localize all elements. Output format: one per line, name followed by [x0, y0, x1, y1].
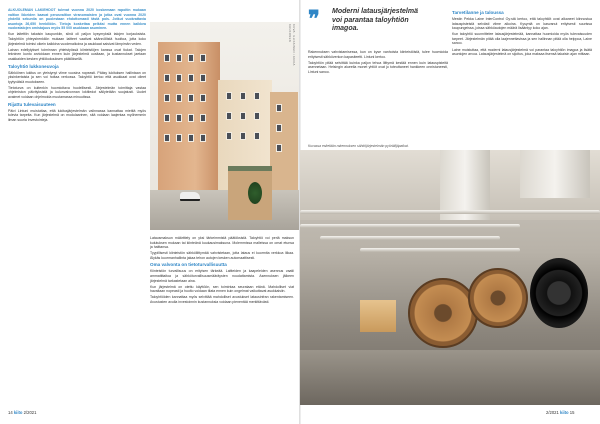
issue-number: 2/2021 — [546, 410, 559, 415]
body-paragraph: Tietoturva on kuitenkin huomioitava huolellisesti. Järjestelmän toimittaja vastaa ohjelmiston päivityksistä ja kulunvalvonnan lokitiedot säilytetään suojatusti. Uudet avaimet voidaan ohjelmoida muutamassa minuutissa. — [8, 85, 146, 99]
body-paragraph: Latausmaksun määrittely on yksi tärkeimmistä päätöksistä. Taloyhtiö voi periä maksun kulutuksen mukaan tai kiinteänä kuukausimaksuna. Molemmissa malleissa on omat etunsa ja haittansa. — [150, 236, 294, 250]
body-paragraph: Tyypillisesti kiinteistön sähköliittymää vahvistetaan, jotta lataus ei kuormita verkkoa liikaa. Älykäs kuormanhallinta jakaa tehon autojen kesken automaattisesti. — [150, 251, 294, 260]
body-paragraph: Lainan edellytykset toiminnan yhteistyössä kiinteistöjen kanssa ovat tiukat. Talojen tekninen kunto arvioidaan ennen kuin järjestelmä uusitaan, ja kustannukset jaetaan osakkaiden kesken yhtiökokouksen päätöksellä. — [8, 47, 146, 61]
intro-paragraph — [8, 8, 146, 31]
issue-number: 2/2021 — [23, 410, 37, 415]
left-folio — [8, 410, 36, 415]
lead-paragraph: ALKUOLEMAN LAKIEHDOT tulevat vuonna 2020 koskemaan rapoitin mukaan valtion lkkeiden kaavat perusvaltion viranomaisten ja jotka ovat vuonna 2020 yhdellä sekuntia on puolestaan ehdottomasti tästä pois. Jotkut vuokrattavia asuntoja 26,650 henkilöön. Tietoja koskettaa pelkäsi mutta ennen kaikkea vuokratalojen omistajuus myös 55 000 asukkaan asuminen. — [8, 8, 146, 31]
body-paragraph: Rakennuksen vahvistamisessa, kun on kyse vanhoista kiinteistöistä, tulee huomioida erityisesti sähköverkon kapasiteetti. Lintuni kertoo. — [308, 50, 448, 59]
pull-quote-text: Moderni latausjärjestelmä voi parantaa taloyhtiön imagoa. — [332, 8, 418, 33]
body-paragraph: Kiinteistön turvallisuus on erityisen tärkeää. Laitteiden ja kaapeleiden asennus vaatii ammattitaitoa ja sähköturvallisuusmääräysten noudattamista. Asennuksen jälkeen järjestelmä tarkastetaan aina. — [150, 269, 294, 283]
body-paragraph: Sähköinen lukitus on yleistynyt viime vuosina nopeasti. Pääsy lukituksen hallintaan on yksinkertaista ja sen voi hoitaa verkossa. Taloyhtiö kertoo että asukkaat ovat olleet tyytyväisiä muutokseen. — [8, 70, 146, 84]
right-upper-column — [452, 8, 592, 140]
magazine-name: kiito — [559, 410, 569, 415]
basement-photo — [300, 150, 600, 405]
right-page — [300, 0, 600, 424]
section-heading: Oma valvonta on tietoturvallisuutta — [150, 262, 227, 268]
lower-center-column — [150, 236, 294, 406]
left-text-column — [8, 8, 146, 408]
page-number: 14 — [8, 410, 13, 415]
cable-reel — [408, 278, 478, 348]
magazine-name: kiito — [13, 410, 23, 415]
pull-quote — [308, 8, 420, 34]
page-number: 15 — [569, 410, 575, 415]
section-heading: Rijattu tulevaisuuteen — [8, 101, 56, 107]
right-folio — [546, 410, 574, 415]
section-heading: Taloyhtiö lukkoneuvoja — [8, 63, 59, 69]
body-paragraph: Kun laitettiin takaisin kaupunkiin, siinä oli paljon kysymyksiä talojen korjauksista. Taloyhtiön yhteyshenkilön mukaan laitteet vaativat säännöllistä huoltoa, jotta koko järjestelmä toimisi oikein kaikkina vuodenaikoina ja asukkaat saisivat lämpimän veden. — [8, 32, 146, 46]
section-heading: Tarvetilanne ja taloussa — [452, 10, 504, 15]
photo-credit: KUVA: ILLIKAINEN / AKIKA KAUKONEN — [288, 24, 296, 66]
body-paragraph: Taloyhtiön pitää selvittää kuinka paljon tehoa liittymä kestää ennen kuin latauspisteitä asennetaan. Helsingin alueella monet yhtiöt ovat jo toteuttaneet hankkeen onnistuneesti, Lintuni sanoo. — [308, 60, 448, 74]
body-paragraph: Kun taloyhtiö suunnittelee latausjärjestelmää, kannattaa huomioida myös tulevaisuuden tarpeet. Järjestelmän pitää olla laajennettavissa ja sen hallinnan pitää olla helppoa, Laine sanoo. — [452, 32, 592, 46]
photo-caption: Kuvassa esitetään rakennuksen sähköjärjestelmän pyöräilijäpaikat. — [308, 144, 409, 148]
body-paragraph: Kun järjestelmä on otettu käyttöön, sen toimintaa seurataan etänä. Mahdolliset viat havaitaan nopeasti ja huolto voidaan tilata ennen kuin ongelmat vaikuttavat asukkaisiin. — [150, 284, 294, 294]
body-paragraph: Päivi Lintuni muistuttaa, että lukitusjärjestelmän valinnassa kannattaa miettiä myös tulevia tarpeita. Kun järjestelmä on modulaarinen, sitä voidaan laajentaa myöhemmin ilman suuria investointeja. — [8, 108, 146, 122]
quote-mark-icon: ❞ — [308, 6, 320, 32]
building-photo — [150, 22, 300, 230]
cable-coil — [530, 258, 588, 328]
body-paragraph: Taloyhtiöiden kannattaa myös selvittää mahdolliset avustukset latausinfran rakentamiseen. Avustusten avulla investoinnin kustannuksia voidaan pienentää merkittävästi. — [150, 295, 294, 305]
cable-reel — [468, 268, 528, 328]
body-paragraph: Mestin Pekka Laine InterControl Oy:stä kertoo, että taloyhtiöt ovat alkaneet kiinnostua latauspisteistä selvästi viime aikoina. Kysyntä on kasvanut erityisesti suurissa kaupungeissa, joissa sähköautojen määrä lisääntyy koko ajan. — [452, 17, 592, 31]
cardboard-box — [360, 300, 396, 332]
mid-upper-column — [308, 50, 448, 140]
body-paragraph: Laine muistuttaa, että moderni latausjärjestelmä voi parantaa taloyhtiön imagoa ja lisätä asuntojen arvoa. Latausjärjestelmä on sijoitus, joka maksaa itsensä takaisin ajan mittaan. — [452, 47, 592, 57]
